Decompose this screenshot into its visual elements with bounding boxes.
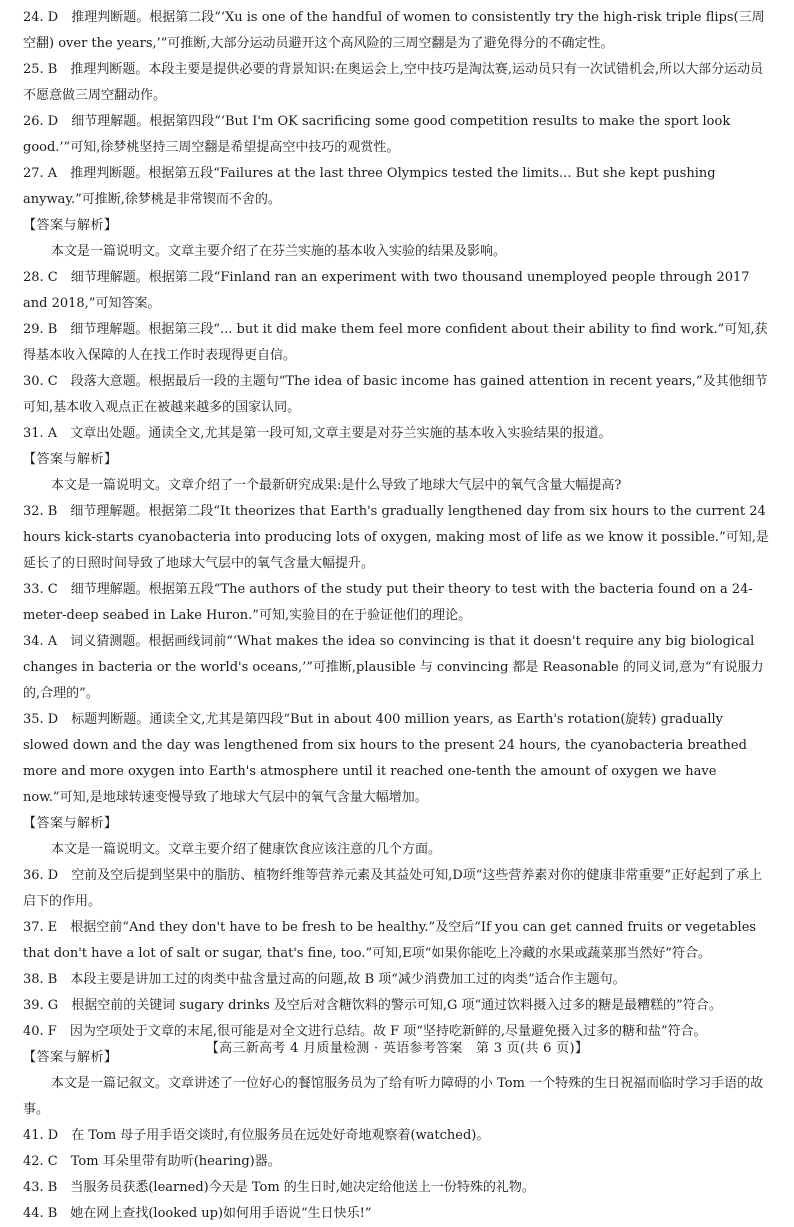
answer-item: 33. C 细节理解题。根据第五段“The authors of the study put their theory to test with the bacteria found on a 24-meter-deep seabed in Lake Huron.”可知,实验目的在于验证他们的理论。 — [23, 582, 753, 623]
section-heading: 【答案与解析】 — [23, 218, 118, 233]
answer-item: 29. B 细节理解题。根据第三段“... but it did make them feel more confident about their ability to find work.”可知,获得基本收入保障的人在找工作时表现得更自信。 — [23, 322, 768, 363]
passage-summary: 本文是一篇说明文。文章主要介绍了在芬兰实施的基本收入实验的结果及影响。 — [51, 244, 507, 259]
passage-summary: 本文是一篇说明文。文章主要介绍了健康饮食应该注意的几个方面。 — [51, 842, 442, 857]
answer-item: 39. G 根据空前的关键词 sugary drinks 及空后对含糖饮料的警示可知,G 项“通过饮料摄入过多的糖是最糟糕的”符合。 — [23, 998, 722, 1013]
answer-item: 30. C 段落大意题。根据最后一段的主题句“The idea of basic income has gained attention in recent years,”及其他细节可知,基本收入观点正在被越来越多的国家认同。 — [23, 374, 768, 415]
passage-summary: 本文是一篇记叙文。文章讲述了一位好心的餐馆服务员为了给有听力障碍的小 Tom 一个特殊的生日祝福而临时学习手语的故事。 — [23, 1076, 764, 1117]
answer-section — [23, 213, 770, 447]
answer-section — [23, 1045, 770, 1227]
answer-item: 26. D 细节理解题。根据第四段“‘But I'm OK sacrificing some good competition results to make the sport look good.’”可知,徐梦桃坚持三周空翻是希望提高空中技巧的观赏性。 — [23, 114, 731, 155]
answer-item: 25. B 推理判断题。本段主要是提供必要的背景知识:在奥运会上,空中技巧是淘汰赛,运动员只有一次试错机会,所以大部分运动员不愿意做三周空翻动作。 — [23, 62, 764, 103]
section-heading: 【答案与解析】 — [23, 452, 118, 467]
answer-item: 42. C Tom 耳朵里带有助听(hearing)器。 — [23, 1154, 281, 1169]
answer-item: 43. B 当服务员获悉(learned)今天是 Tom 的生日时,她决定给他送上一份特殊的礼物。 — [23, 1180, 535, 1195]
answer-item: 35. D 标题判断题。通读全文,尤其是第四段“But in about 400 million years, as Earth's rotation(旋转) gradually slowed down and the day was lengthened from six hours to the present 24 hours, the cyanobacteria breathed more and more oxygen into Earth's atmosphere until it reached one-tenth the amount of oxygen we have now.”可知,是地球转速变慢导致了地球大气层中的氧气含量大幅增加。 — [23, 712, 747, 805]
passage-summary: 本文是一篇说明文。文章介绍了一个最新研究成果:是什么导致了地球大气层中的氧气含量大幅提高? — [51, 478, 622, 493]
answer-item: 40. F 因为空项处于文章的末尾,很可能是对全文进行总结。故 F 项“坚持吃新鲜的,尽量避免摄入过多的糖和盐”符合。 — [23, 1024, 707, 1039]
answer-section — [23, 811, 770, 1045]
answer-item: 34. A 词义猜测题。根据画线词前“‘What makes the idea so convincing is that it doesn't require any big biological changes in bacteria or the world's oceans,’”可推断,plausible 与 convincing 都是 Reasonable 的同义词,意为“有说服力的,合理的”。 — [23, 634, 764, 701]
answer-item: 31. A 文章出处题。通读全文,尤其是第一段可知,文章主要是对芬兰实施的基本收入实验结果的报道。 — [23, 426, 612, 441]
answer-item: 32. B 细节理解题。根据第二段“It theorizes that Earth's gradually lengthened day from six hours to the current 24 hours kick-starts cyanobacteria into producing lots of oxygen, making most of life as we know it possible.”可知,是延长了的日照时间导致了地球大气层中的氧气含量大幅提升。 — [23, 504, 769, 571]
section-heading: 【答案与解析】 — [23, 816, 118, 831]
answer-item: 24. D 推理判断题。根据第二段“‘Xu is one of the handful of women to consistently try the high-risk triple flips(三周空翻) over the years,’”可推断,大部分运动员避开这个高风险的三周空翻是为了避免得分的不确定性。 — [23, 10, 765, 51]
answer-item: 41. D 在 Tom 母子用手语交谈时,有位服务员在远处好奇地观察着(watched)。 — [23, 1128, 490, 1143]
answer-item: 36. D 空前及空后提到坚果中的脂肪、植物纤维等营养元素及其益处可知,D项“这些营养素对你的健康非常重要”正好起到了承上启下的作用。 — [23, 868, 763, 909]
answer-item: 44. B 她在网上查找(looked up)如何用手语说“生日快乐!” — [23, 1206, 372, 1221]
answer-item: 28. C 细节理解题。根据第二段“Finland ran an experiment with two thousand unemployed people through 2017 and 2018,”可知答案。 — [23, 270, 750, 311]
section-heading: 【答案与解析】 — [23, 1050, 118, 1065]
answer-section — [23, 447, 770, 811]
answer-section — [23, 5, 770, 213]
answer-item: 27. A 推理判断题。根据第五段“Failures at the last three Olympics tested the limits... But she kept pushing anyway.”可推断,徐梦桃是非常锲而不舍的。 — [23, 166, 716, 207]
answer-item: 37. E 根据空前“And they don't have to be fresh to be healthy.”及空后“If you can get canned fruits or vegetables that don't have a lot of salt or sugar, that's fine, too.”可知,E项“如果你能吃上冷藏的水果或蔬菜那当然好”符合。 — [23, 920, 757, 961]
page-footer: 【高三新高考 4 月质量检测 · 英语参考答案 第 3 页(共 6 页)】 — [205, 1041, 589, 1056]
answer-item: 38. B 本段主要是讲加工过的肉类中盐含量过高的问题,故 B 项“减少消费加工过的肉类”适合作主题句。 — [23, 972, 626, 987]
